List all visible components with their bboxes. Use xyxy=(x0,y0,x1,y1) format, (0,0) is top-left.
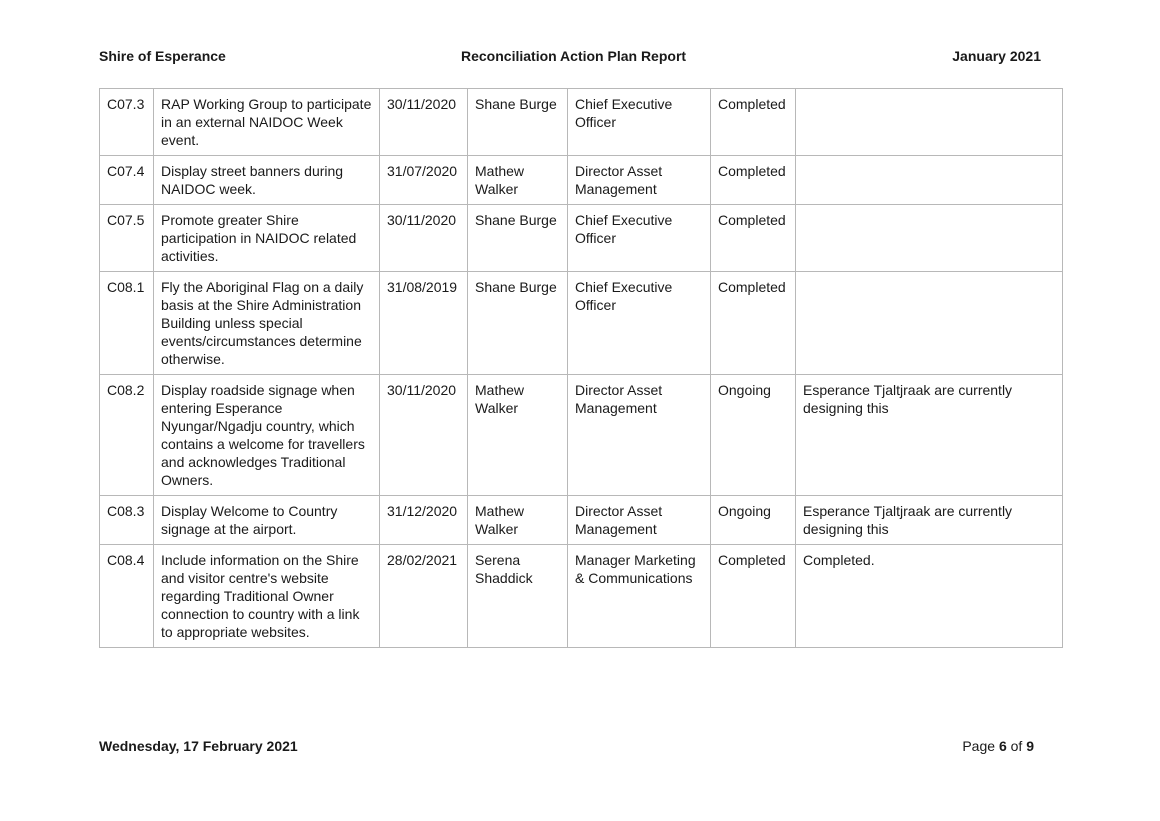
comment xyxy=(796,272,1063,375)
responsible-position: Chief Executive Officer xyxy=(568,89,711,156)
table-row xyxy=(100,375,1063,496)
action-code: C08.1 xyxy=(100,272,154,375)
action-code: C07.4 xyxy=(100,156,154,205)
status: Ongoing xyxy=(711,496,796,545)
page-footer xyxy=(99,738,1034,758)
responsible-position: Director Asset Management xyxy=(568,375,711,496)
page-prefix: Page xyxy=(962,738,999,754)
action-description: Display roadside signage when entering Esperance Nyungar/Ngadju country, which contains a welcome for travellers and acknowledges Traditional Owners. xyxy=(154,375,380,496)
due-date: 30/11/2020 xyxy=(380,375,468,496)
organisation-name: Shire of Esperance xyxy=(99,48,226,64)
responsible-person: Serena Shaddick xyxy=(468,545,568,648)
report-title: Reconciliation Action Plan Report xyxy=(461,48,687,64)
responsible-position: Director Asset Management xyxy=(568,496,711,545)
comment xyxy=(796,205,1063,272)
table-row xyxy=(100,545,1063,648)
comment: Esperance Tjaltjraak are currently designing this xyxy=(796,496,1063,545)
responsible-person: Shane Burge xyxy=(468,272,568,375)
responsible-position: Chief Executive Officer xyxy=(568,205,711,272)
action-description: Include information on the Shire and visitor centre's website regarding Traditional Owner connection to country with a link to appropriate websites. xyxy=(154,545,380,648)
action-description: Display Welcome to Country signage at the airport. xyxy=(154,496,380,545)
responsible-position: Chief Executive Officer xyxy=(568,272,711,375)
responsible-person: Shane Burge xyxy=(468,205,568,272)
page-total: 9 xyxy=(1026,738,1034,754)
status: Completed xyxy=(711,272,796,375)
action-code: C08.2 xyxy=(100,375,154,496)
comment xyxy=(796,156,1063,205)
page-current: 6 xyxy=(998,738,1007,754)
page-number xyxy=(962,738,1034,754)
due-date: 30/11/2020 xyxy=(380,205,468,272)
due-date: 31/08/2019 xyxy=(380,272,468,375)
action-code: C07.3 xyxy=(100,89,154,156)
status: Completed xyxy=(711,89,796,156)
table-row xyxy=(100,496,1063,545)
due-date: 31/07/2020 xyxy=(380,156,468,205)
table-body xyxy=(100,89,1063,648)
report-period: January 2021 xyxy=(952,48,1041,64)
page-of: of xyxy=(1006,738,1027,754)
action-description: RAP Working Group to participate in an external NAIDOC Week event. xyxy=(154,89,380,156)
status: Ongoing xyxy=(711,375,796,496)
page-header xyxy=(99,48,1041,68)
action-code: C08.3 xyxy=(100,496,154,545)
responsible-position: Manager Marketing & Communications xyxy=(568,545,711,648)
table-row xyxy=(100,205,1063,272)
responsible-person: Shane Burge xyxy=(468,89,568,156)
due-date: 28/02/2021 xyxy=(380,545,468,648)
action-description: Fly the Aboriginal Flag on a daily basis at the Shire Administration Building unless special events/circumstances determine otherwise. xyxy=(154,272,380,375)
responsible-person: Mathew Walker xyxy=(468,156,568,205)
action-description: Display street banners during NAIDOC week. xyxy=(154,156,380,205)
table-row xyxy=(100,156,1063,205)
action-description: Promote greater Shire participation in NAIDOC related activities. xyxy=(154,205,380,272)
responsible-person: Mathew Walker xyxy=(468,375,568,496)
comment: Completed. xyxy=(796,545,1063,648)
status: Completed xyxy=(711,545,796,648)
action-code: C07.5 xyxy=(100,205,154,272)
report-date: Wednesday, 17 February 2021 xyxy=(99,738,298,754)
action-code: C08.4 xyxy=(100,545,154,648)
status: Completed xyxy=(711,156,796,205)
status: Completed xyxy=(711,205,796,272)
due-date: 30/11/2020 xyxy=(380,89,468,156)
action-plan-table xyxy=(99,88,1063,648)
comment: Esperance Tjaltjraak are currently designing this xyxy=(796,375,1063,496)
due-date: 31/12/2020 xyxy=(380,496,468,545)
responsible-position: Director Asset Management xyxy=(568,156,711,205)
table-row xyxy=(100,89,1063,156)
comment xyxy=(796,89,1063,156)
responsible-person: Mathew Walker xyxy=(468,496,568,545)
table-row xyxy=(100,272,1063,375)
